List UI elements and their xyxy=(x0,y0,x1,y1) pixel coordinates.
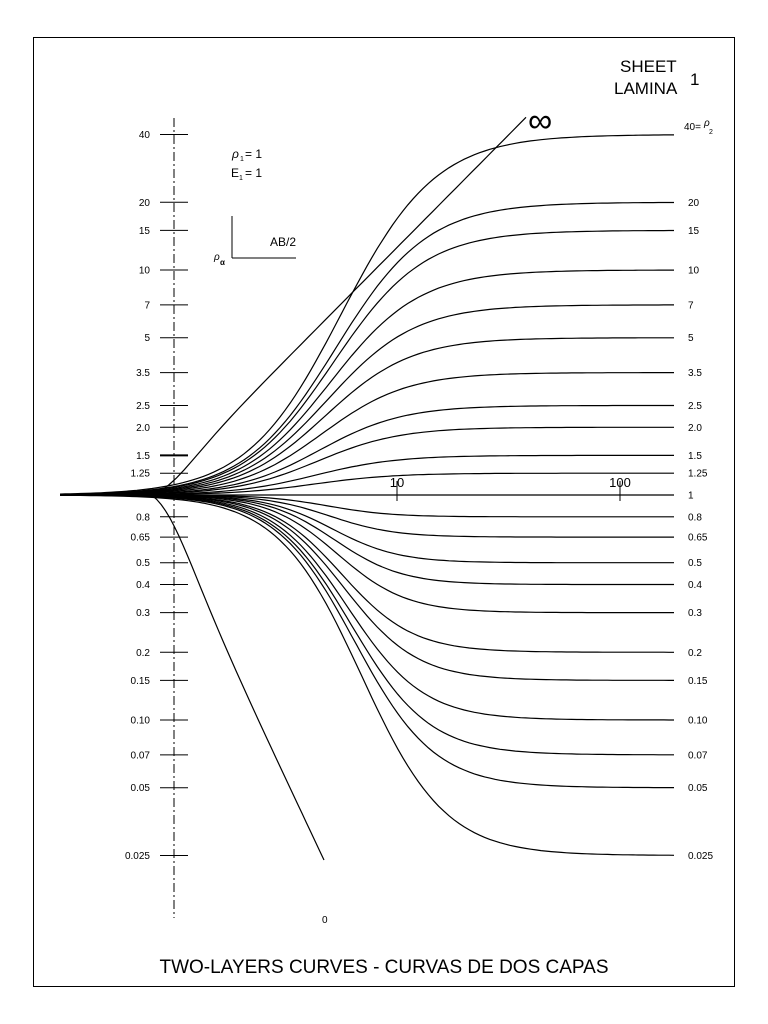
rho1-symbol: ρ xyxy=(232,147,239,161)
curve-rho2-0.8 xyxy=(60,495,674,517)
curve-rho2-2.5 xyxy=(60,406,674,495)
curve-label: 7 xyxy=(688,300,694,312)
curve-rho2-0.65 xyxy=(60,495,674,537)
y-tick-label: 0.3 xyxy=(136,608,150,620)
two-layer-curves-chart xyxy=(34,38,734,986)
y-tick-label: 5 xyxy=(144,333,150,345)
curve-rho2-5 xyxy=(60,338,674,495)
sheet-label-en: SHEET xyxy=(620,57,677,76)
curve-label: 0.025 xyxy=(688,850,714,862)
y-tick-label: 0.07 xyxy=(130,750,150,762)
curve-rho2-0.07 xyxy=(60,495,674,755)
y-tick-label: 0.8 xyxy=(136,512,150,524)
sheet-number: 1 xyxy=(690,70,700,89)
rho2-subscript: 2 xyxy=(709,129,713,136)
curve-label: 2.5 xyxy=(688,400,702,412)
curve-label: 10 xyxy=(688,265,700,277)
legend-e1 xyxy=(231,166,262,182)
curve-rho2-3.5 xyxy=(60,373,674,495)
footer-title: TWO-LAYERS CURVES - CURVAS DE DOS CAPAS xyxy=(159,957,609,978)
axes-key xyxy=(213,216,296,267)
y-tick-label: 0.5 xyxy=(136,558,150,570)
zero-label: 0 xyxy=(322,915,328,926)
sheet-label-es: LAMINA xyxy=(614,79,678,98)
curve-label: 1 xyxy=(688,490,694,502)
curve-label: 0.15 xyxy=(688,675,708,687)
curve-label: 0.07 xyxy=(688,750,708,762)
curve-rho2-0.025 xyxy=(60,495,674,855)
curve-label: 3.5 xyxy=(688,368,702,380)
infinity-label: ∞ xyxy=(528,102,553,140)
chart-sheet xyxy=(33,37,735,987)
y-tick-label: 0.65 xyxy=(130,532,150,544)
curve-rho2-0.3 xyxy=(60,495,674,613)
y-tick-label: 2.5 xyxy=(136,400,150,412)
curve-rho2-0.4 xyxy=(60,495,674,585)
curve-label: 0.5 xyxy=(688,558,702,570)
curve-rho2-40 xyxy=(60,135,674,494)
curve-infinity xyxy=(60,117,526,495)
y-axis-subscript: α xyxy=(220,258,225,267)
curve-label: 15 xyxy=(688,225,700,237)
rho1-value: = 1 xyxy=(245,147,263,161)
y-tick-label: 20 xyxy=(138,197,150,209)
y-tick-label: 3.5 xyxy=(136,368,150,380)
curve-label: 2.0 xyxy=(688,422,702,434)
y-axis xyxy=(125,118,188,918)
curve-labels xyxy=(688,130,713,862)
rho2-marker xyxy=(684,118,713,136)
curve-label: 0.3 xyxy=(688,608,702,620)
rho2-prefix: 40= xyxy=(684,122,701,133)
curve-label: 0.10 xyxy=(688,715,708,727)
curve-rho2-7 xyxy=(60,305,674,495)
e1-symbol: E xyxy=(231,166,240,180)
curve-family xyxy=(60,117,674,860)
y-tick-label: 2.0 xyxy=(136,422,150,434)
y-tick-label: 10 xyxy=(138,265,150,277)
x-tick-label: 100 xyxy=(609,475,631,490)
curve-rho2-0.5 xyxy=(60,495,674,563)
rho2-symbol: ρ xyxy=(704,118,710,129)
curve-label: 20 xyxy=(688,197,700,209)
curve-rho2-10 xyxy=(60,270,674,494)
x-axis-label: AB/2 xyxy=(270,235,297,249)
curve-label: 1.25 xyxy=(688,468,708,480)
curve-rho2-0.05 xyxy=(60,495,674,787)
curve-label: 0.4 xyxy=(688,580,702,592)
y-tick-label: 0.05 xyxy=(130,783,150,795)
x-tick-label: 10 xyxy=(389,475,405,490)
curve-label: 1.5 xyxy=(688,450,702,462)
curve-label: 5 xyxy=(688,333,694,345)
y-tick-label: 7 xyxy=(144,300,150,312)
y-tick-label: 0.2 xyxy=(136,647,150,659)
y-tick-label: 0.4 xyxy=(136,580,150,592)
curve-label: 0.65 xyxy=(688,532,708,544)
curve-rho2-0.2 xyxy=(60,495,674,652)
curve-rho2-2.0 xyxy=(60,427,674,495)
y-tick-label: 0.15 xyxy=(130,675,150,687)
curve-zero xyxy=(60,495,324,860)
rho1-subscript: 1 xyxy=(240,156,244,163)
curve-label: 0.8 xyxy=(688,512,702,524)
y-tick-label: 15 xyxy=(138,225,150,237)
y-tick-label: 1.25 xyxy=(130,468,150,480)
y-tick-label: 40 xyxy=(138,130,150,142)
e1-subscript: 1 xyxy=(239,175,243,182)
y-tick-label: 0.10 xyxy=(130,715,150,727)
y-tick-label: 0.025 xyxy=(124,850,150,862)
curve-label: 0.05 xyxy=(688,783,708,795)
legend-rho1 xyxy=(231,147,262,163)
e1-value: = 1 xyxy=(245,166,263,180)
y-tick-label: 1.5 xyxy=(136,450,150,462)
y-axis-symbol: ρ xyxy=(214,252,220,263)
curve-rho2-20 xyxy=(60,203,674,495)
curve-label: 0.2 xyxy=(688,647,702,659)
